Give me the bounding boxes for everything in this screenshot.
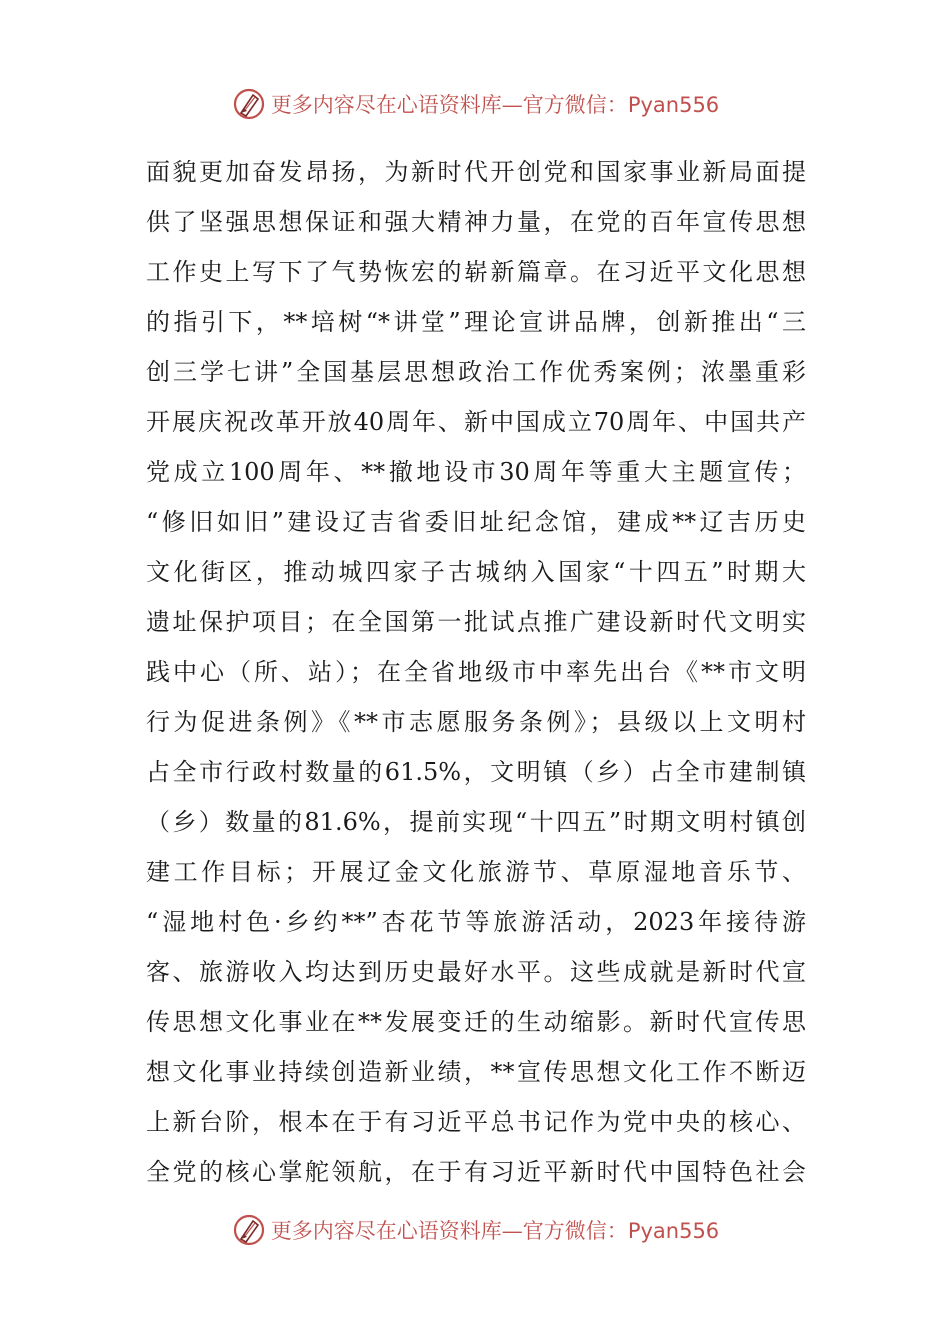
body-line: 想文化事业持续创造新业绩，**宣传思想文化工作不断迈 — [146, 1058, 806, 1086]
body-line: 文化街区，推动城四家子古城纳入国家“十四五”时期大 — [146, 558, 806, 586]
body-line: 建工作目标；开展辽金文化旅游节、草原湿地音乐节、 — [146, 858, 806, 886]
body-line: 行为促进条例》《**市志愿服务条例》；县级以上文明村 — [146, 708, 806, 736]
header-banner — [0, 84, 950, 124]
banner-wechat-id: Pyan556 — [627, 93, 720, 117]
body-line: 创三学七讲”全国基层思想政治工作优秀案例；浓墨重彩 — [146, 358, 806, 386]
banner-main-text: 更多内容尽在心语资料库—官方微信： — [270, 93, 628, 117]
body-line: 供了坚强思想保证和强大精神力量，在党的百年宣传思想 — [146, 208, 806, 236]
body-line: 面貌更加奋发昂扬，为新时代开创党和国家事业新局面提 — [146, 158, 806, 186]
body-line: 践中心（所、站）；在全省地级市中率先出台《**市文明 — [146, 658, 806, 686]
footer-banner — [0, 1210, 950, 1250]
body-line: 的指引下，**培树“*讲堂”理论宣讲品牌，创新推出“三 — [146, 308, 806, 336]
banner-wechat-id: Pyan556 — [627, 1219, 720, 1243]
body-line: 占全市行政村数量的61.5%，文明镇（乡）占全市建制镇 — [146, 758, 806, 786]
body-line: （乡）数量的81.6%，提前实现“十四五”时期文明村镇创 — [146, 808, 806, 836]
body-line: 客、旅游收入均达到历史最好水平。这些成就是新时代宣 — [146, 958, 806, 986]
body-line: 工作史上写下了气势恢宏的崭新篇章。在习近平文化思想 — [146, 258, 806, 286]
header-banner-text — [271, 89, 719, 119]
body-line: “修旧如旧”建设辽吉省委旧址纪念馆，建成**辽吉历史 — [146, 508, 806, 536]
body-line: “湿地村色·乡约**”杏花节等旅游活动，2023年接待游 — [146, 908, 806, 936]
document-body — [146, 147, 806, 1197]
body-line: 上新台阶，根本在于有习近平总书记作为党中央的核心、 — [146, 1108, 806, 1136]
banner-main-text: 更多内容尽在心语资料库—官方微信： — [270, 1219, 628, 1243]
body-line: 全党的核心掌舵领航，在于有习近平新时代中国特色社会 — [146, 1158, 806, 1186]
footer-banner-text — [271, 1215, 719, 1245]
body-line: 遗址保护项目；在全国第一批试点推广建设新时代文明实 — [146, 608, 806, 636]
body-line: 开展庆祝改革开放40周年、新中国成立70周年、中国共产 — [146, 408, 806, 436]
pen-nib-logo-icon — [231, 86, 267, 122]
body-line: 党成立100周年、**撤地设市30周年等重大主题宣传； — [146, 458, 806, 486]
pen-nib-logo-icon — [231, 1212, 267, 1248]
body-line: 传思想文化事业在**发展变迁的生动缩影。新时代宣传思 — [146, 1008, 806, 1036]
